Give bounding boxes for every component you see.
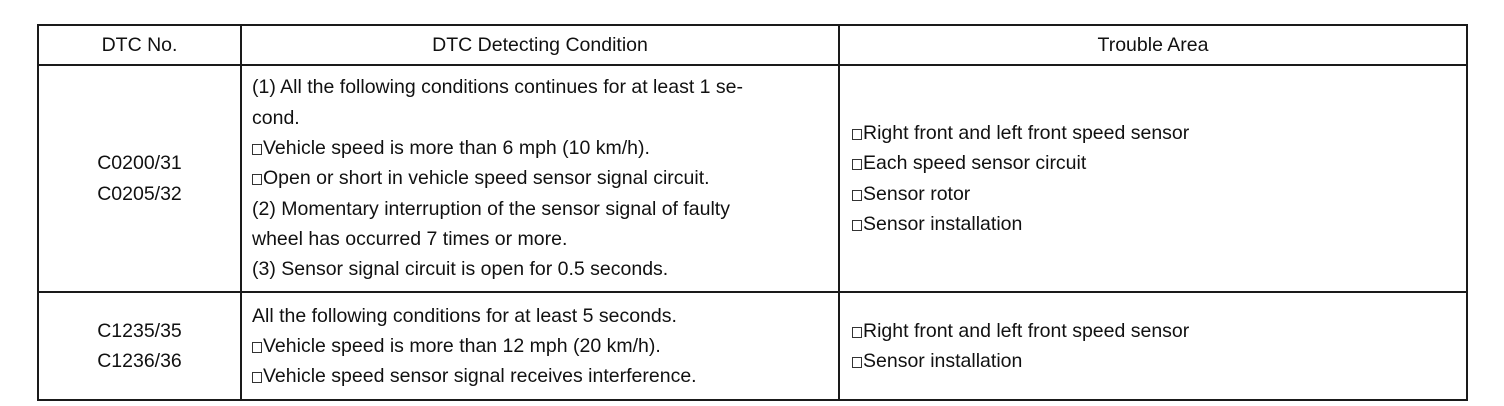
condition-line: Open or short in vehicle speed sensor signal circuit.: [252, 163, 832, 193]
dtc-code: C0200/31: [97, 152, 182, 175]
trouble-area-item: Right front and left front speed sensor: [852, 118, 1466, 148]
condition-line: Vehicle speed is more than 12 mph (20 km/h).: [252, 331, 832, 361]
detecting-condition-cell: [241, 65, 839, 292]
condition-line: All the following conditions for at least 5 seconds.: [252, 304, 677, 327]
header-dtc-no: DTC No.: [38, 25, 241, 65]
checkbox-bullet-icon: [252, 174, 262, 185]
checkbox-bullet-icon: [852, 129, 862, 140]
dtc-code: C1235/35: [97, 319, 182, 342]
table-row: [38, 292, 1467, 400]
trouble-area-cell: [839, 65, 1467, 292]
dtc-codes-cell: [38, 65, 241, 292]
dtc-code: C0205/32: [97, 182, 182, 205]
condition-line: (1) All the following conditions continues for at least 1 se-: [252, 76, 744, 99]
trouble-area-item: Right front and left front speed sensor: [852, 316, 1466, 346]
trouble-area-item: Sensor rotor: [852, 179, 1466, 209]
checkbox-bullet-icon: [852, 220, 862, 231]
checkbox-bullet-icon: [852, 159, 862, 170]
checkbox-bullet-icon: [252, 372, 262, 383]
checkbox-bullet-icon: [252, 342, 262, 353]
header-row: [38, 25, 1467, 65]
trouble-area-cell: [839, 292, 1467, 400]
condition-line: (3) Sensor signal circuit is open for 0.5 seconds.: [252, 258, 669, 281]
checkbox-bullet-icon: [852, 357, 862, 368]
trouble-area-item: Sensor installation: [852, 346, 1466, 376]
header-detecting-condition: DTC Detecting Condition: [241, 25, 839, 65]
condition-line: wheel has occurred 7 times or more.: [252, 227, 568, 250]
dtc-code: C1236/36: [97, 350, 182, 372]
dtc-codes-cell: [38, 292, 241, 400]
header-trouble-area: Trouble Area: [839, 25, 1467, 65]
trouble-area-item: Each speed sensor circuit: [852, 148, 1466, 178]
trouble-area-item: Sensor installation: [852, 209, 1466, 239]
condition-line: (2) Momentary interruption of the sensor signal of faulty: [252, 197, 730, 220]
checkbox-bullet-icon: [852, 190, 862, 201]
dtc-table: [37, 24, 1468, 401]
checkbox-bullet-icon: [852, 327, 862, 338]
checkbox-bullet-icon: [252, 144, 262, 155]
condition-line: Vehicle speed is more than 6 mph (10 km/h).: [252, 133, 832, 163]
condition-line: cond.: [252, 106, 300, 129]
detecting-condition-cell: [241, 292, 839, 400]
condition-line: Vehicle speed sensor signal receives interference.: [252, 361, 832, 391]
table-row: [38, 65, 1467, 292]
